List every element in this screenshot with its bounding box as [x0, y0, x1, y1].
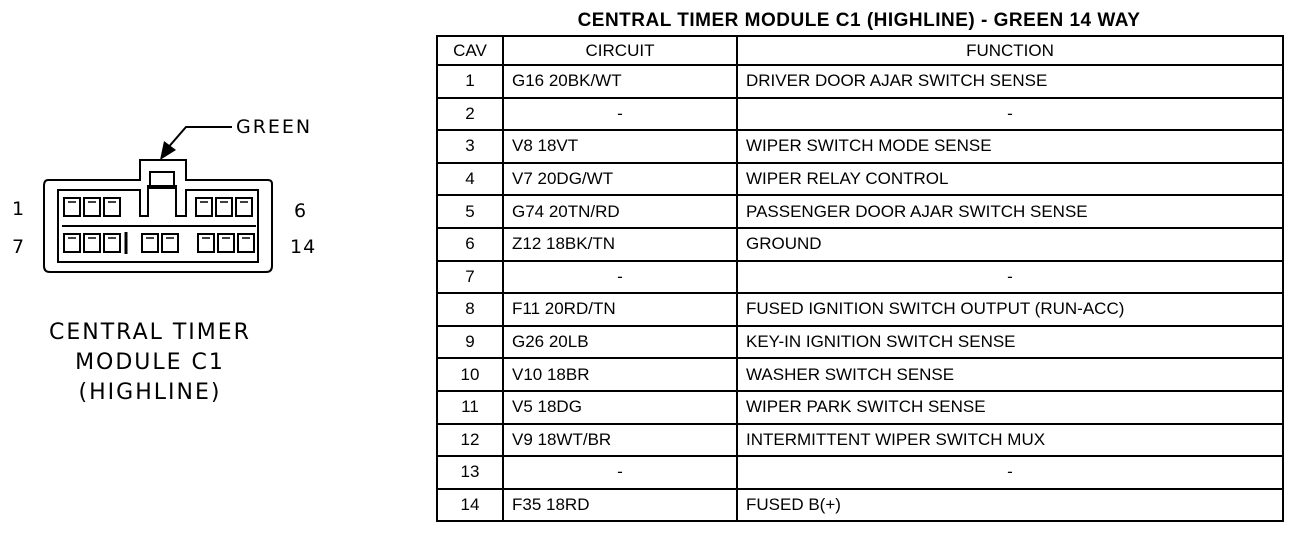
- table-row: [437, 424, 1283, 457]
- table-row: [437, 293, 1283, 326]
- circuit-cell: G16 20BK/WT: [503, 65, 737, 98]
- pin-label-1: 1: [12, 198, 26, 220]
- circuit-cell: F35 18RD: [503, 489, 737, 522]
- function-cell: INTERMITTENT WIPER SWITCH MUX: [737, 424, 1283, 457]
- pinout-table: [436, 35, 1284, 522]
- table-row: [437, 358, 1283, 391]
- connector-color-label: GREEN: [236, 116, 313, 138]
- connector-diagram: [0, 0, 330, 300]
- caption-line: CENTRAL TIMER: [49, 320, 251, 345]
- circuit-cell: V9 18WT/BR: [503, 424, 737, 457]
- cav-cell: 11: [437, 391, 503, 424]
- cav-cell: 3: [437, 130, 503, 163]
- table-row: [437, 195, 1283, 228]
- circuit-cell: -: [503, 98, 737, 131]
- circuit-cell: V10 18BR: [503, 358, 737, 391]
- cav-cell: 4: [437, 163, 503, 196]
- pin-label-14: 14: [290, 236, 317, 258]
- table-body: [437, 65, 1283, 521]
- function-cell: -: [737, 98, 1283, 131]
- cav-cell: 9: [437, 326, 503, 359]
- cav-cell: 2: [437, 98, 503, 131]
- function-cell: -: [737, 456, 1283, 489]
- pin-label-6: 6: [294, 200, 308, 222]
- cav-cell: 5: [437, 195, 503, 228]
- cav-cell: 8: [437, 293, 503, 326]
- function-cell: PASSENGER DOOR AJAR SWITCH SENSE: [737, 195, 1283, 228]
- table-row: [437, 261, 1283, 294]
- cav-cell: 14: [437, 489, 503, 522]
- circuit-cell: V5 18DG: [503, 391, 737, 424]
- function-cell: FUSED B(+): [737, 489, 1283, 522]
- table-row: [437, 228, 1283, 261]
- function-cell: WIPER SWITCH MODE SENSE: [737, 130, 1283, 163]
- function-cell: KEY-IN IGNITION SWITCH SENSE: [737, 326, 1283, 359]
- table-row: [437, 391, 1283, 424]
- connector-caption: [30, 318, 270, 408]
- table-row: [437, 489, 1283, 522]
- cav-cell: 7: [437, 261, 503, 294]
- cav-cell: 12: [437, 424, 503, 457]
- function-cell: WIPER PARK SWITCH SENSE: [737, 391, 1283, 424]
- table-title: CENTRAL TIMER MODULE C1 (HIGHLINE) - GREEN 14 WAY: [577, 10, 1141, 31]
- caption-line: MODULE C1: [75, 350, 225, 375]
- cav-cell: 13: [437, 456, 503, 489]
- header-circuit: CIRCUIT: [503, 36, 737, 65]
- circuit-cell: -: [503, 261, 737, 294]
- circuit-cell: F11 20RD/TN: [503, 293, 737, 326]
- function-cell: DRIVER DOOR AJAR SWITCH SENSE: [737, 65, 1283, 98]
- circuit-cell: G26 20LB: [503, 326, 737, 359]
- table-row: [437, 326, 1283, 359]
- cav-cell: 1: [437, 65, 503, 98]
- table-header-row: [437, 36, 1283, 65]
- cav-cell: 10: [437, 358, 503, 391]
- table-row: [437, 163, 1283, 196]
- table-row: [437, 65, 1283, 98]
- caption-line: (HIGHLINE): [78, 380, 222, 405]
- green-leader-line: [166, 127, 232, 150]
- circuit-cell: V8 18VT: [503, 130, 737, 163]
- header-function: FUNCTION: [737, 36, 1283, 65]
- table-row: [437, 456, 1283, 489]
- function-cell: FUSED IGNITION SWITCH OUTPUT (RUN-ACC): [737, 293, 1283, 326]
- circuit-cell: -: [503, 456, 737, 489]
- function-cell: -: [737, 261, 1283, 294]
- leader-arrowhead: [160, 141, 176, 160]
- circuit-cell: Z12 18BK/TN: [503, 228, 737, 261]
- header-cav: CAV: [437, 36, 503, 65]
- function-cell: WASHER SWITCH SENSE: [737, 358, 1283, 391]
- function-cell: GROUND: [737, 228, 1283, 261]
- circuit-cell: V7 20DG/WT: [503, 163, 737, 196]
- table-row: [437, 98, 1283, 131]
- function-cell: WIPER RELAY CONTROL: [737, 163, 1283, 196]
- cav-cell: 6: [437, 228, 503, 261]
- circuit-cell: G74 20TN/RD: [503, 195, 737, 228]
- table-row: [437, 130, 1283, 163]
- pin-label-7: 7: [12, 236, 26, 258]
